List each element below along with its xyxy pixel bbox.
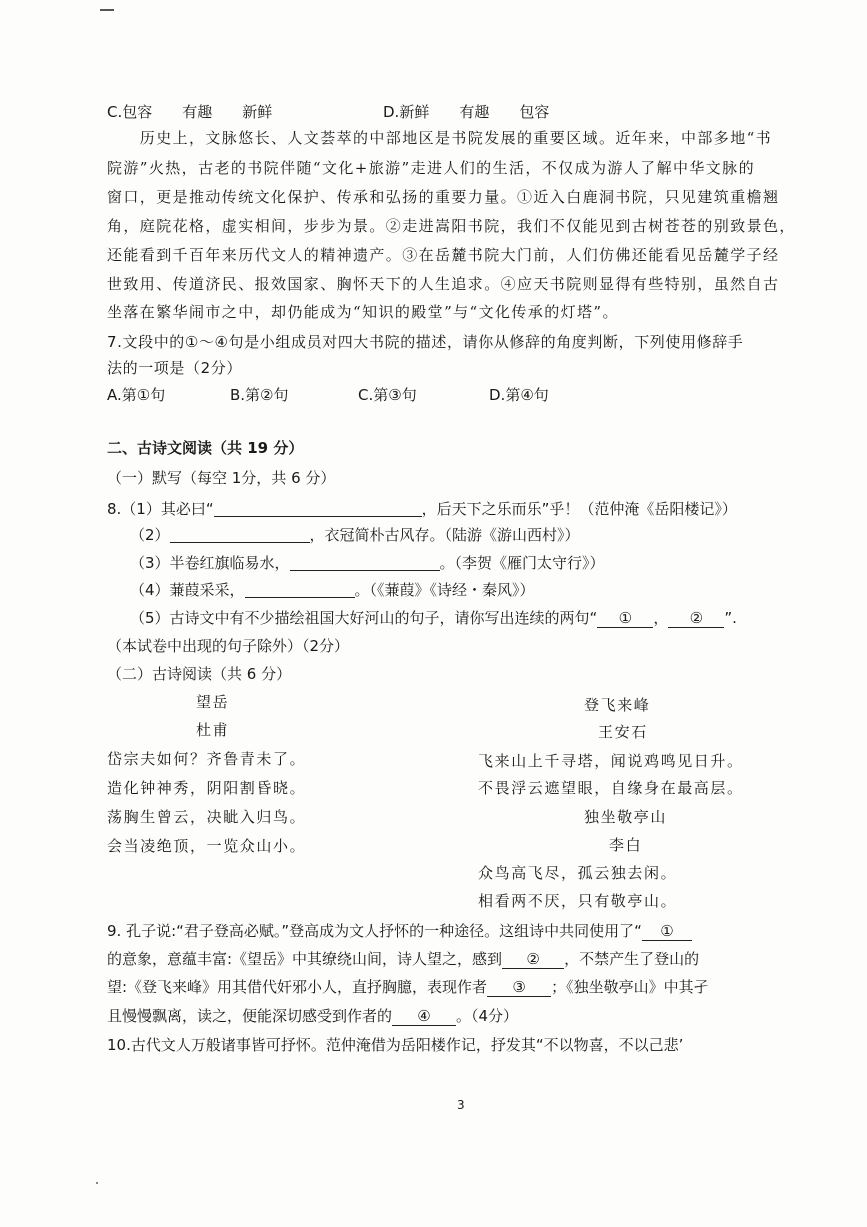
option-c: C.包容 有趣 新鲜 xyxy=(107,103,273,121)
answer-blank[interactable]: ② xyxy=(502,950,564,969)
answer-blank[interactable]: ④ xyxy=(392,1007,456,1026)
part-title: （一）默写（每空 1分，共 6 分） xyxy=(107,469,336,487)
poem-title: 望岳 xyxy=(196,693,230,711)
passage-line: 窗口，更是推动传统文化保护、传承和弘扬的重要力量。①近入白鹿洞书院，只见建筑重檐翘 xyxy=(107,188,780,206)
poem-line: 相看两不厌，只有敬亭山。 xyxy=(478,892,678,910)
poem-author: 李白 xyxy=(609,836,643,854)
q7-stem: 法的一项是（2分） xyxy=(107,359,242,377)
passage-line: 还能看到千百年来历代文人的精神遗产。③在岳麓书院大门前，人们仿佛还能看见岳麓学子经 xyxy=(107,246,780,264)
poem-line: 荡胸生曾云，决眦入归鸟。 xyxy=(107,808,307,826)
answer-blank[interactable]: ③ xyxy=(487,978,551,997)
answer-blank[interactable] xyxy=(170,527,310,543)
answer-blank[interactable]: ① xyxy=(597,609,653,628)
scan-mark xyxy=(100,9,114,11)
q9-line: 且慢慢飘离，读之，便能深切感受到作者的 ④ 。（4分） xyxy=(107,1007,519,1025)
poem-line: 会当凌绝顶，一览众山小。 xyxy=(107,837,307,855)
q8-2: （2） ，衣冠简朴古风存。（陆游《游山西村》） xyxy=(130,526,580,544)
q7-stem: 7.文段中的①～④句是小组成员对四大书院的描述，请你从修辞的角度判断，下列使用修辞手 xyxy=(107,333,744,351)
answer-blank[interactable] xyxy=(290,555,440,571)
scan-speck xyxy=(96,1182,98,1184)
q8-1: 8.（1）其必曰“ ，后天下之乐而乐”乎！（范仲淹《岳阳楼记》） xyxy=(107,500,737,518)
passage-line: 院游”火热，古老的书院伴随“文化+旅游”走进人们的生活，不仅成为游人了解中华文脉的 xyxy=(107,159,755,177)
poem-line: 造化钟神秀，阴阳割昏晓。 xyxy=(107,779,307,797)
q8-4: （4）蒹葭采采， 。（《蒹葭》《诗经・秦风》） xyxy=(130,581,535,599)
q7-option-a: A.第①句 xyxy=(107,386,166,404)
poem-line: 岱宗夫如何？齐鲁青未了。 xyxy=(107,750,307,768)
q9-line: 9. 孔子说:“君子登高必赋。”登高成为文人抒怀的一种途径。这组诗中共同使用了“ ① xyxy=(107,920,692,941)
poem-author: 杜甫 xyxy=(196,721,230,739)
poem-author: 王安石 xyxy=(598,723,648,741)
passage-line: 世致用、传道济民、报效国家、胸怀天下的人生追求。④应天书院则显得有些特别，虽然自古 xyxy=(107,275,780,293)
option-d: D.新鲜 有趣 包容 xyxy=(383,103,550,121)
poem-title: 独坐敬亭山 xyxy=(584,808,668,826)
passage-line: 角，庭院花格，虚实相间，步步为景。②走进嵩阳书院，我们不仅能见到古树苍苍的别致景色， xyxy=(107,217,796,235)
passage-line: 历史上，文脉悠长、人文荟萃的中部地区是书院发展的重要区域。近年来，中部多地“书 xyxy=(107,129,773,147)
passage-line: 坐落在繁华闹市之中，却仍能成为“知识的殿堂”与“文化传承的灯塔”。 xyxy=(107,303,619,321)
q9-line: 望:《登飞来峰》用其借代奸邪小人，直抒胸臆，表现作者 ③ ；《独坐敬亭山》中其孑 xyxy=(107,978,709,996)
poem-title: 登飞来峰 xyxy=(584,696,651,714)
q9-line: 的意象，意蕴丰富:《望岳》中其缭绕山间，诗人望之，感到 ② ，不禁产生了登山的 xyxy=(107,950,700,968)
poem-line: 飞来山上千寻塔，闻说鸡鸣见日升。 xyxy=(478,752,744,770)
q7-option-d: D.第④句 xyxy=(489,386,549,404)
q8-3: （3）半卷红旗临易水， 。（李贺《雁门太守行》） xyxy=(130,554,605,572)
q7-option-c: C.第③句 xyxy=(358,386,417,404)
q10-stem: 10.古代文人万般诸事皆可抒怀。范仲淹借为岳阳楼作记，抒发其“不以物喜，不以己悲’ xyxy=(107,1036,684,1054)
q8-5-note: （本试卷中出现的句子除外）（2分） xyxy=(107,637,350,655)
answer-blank[interactable]: ① xyxy=(642,922,692,941)
answer-blank[interactable] xyxy=(245,582,355,598)
answer-blank[interactable]: ② xyxy=(668,609,724,628)
section-title: 二、古诗文阅读（共 19 分） xyxy=(107,439,304,457)
q7-option-b: B.第②句 xyxy=(230,386,289,404)
q8-5: （5）古诗文中有不少描绘祖国大好河山的句子，请你写出连续的两句“ ① ， ② ”. xyxy=(130,609,737,627)
answer-blank[interactable] xyxy=(214,501,422,517)
page-number: 3 xyxy=(457,1098,465,1112)
poem-line: 不畏浮云遮望眼，自缘身在最高层。 xyxy=(478,779,744,797)
poem-line: 众鸟高飞尽，孤云独去闲。 xyxy=(478,864,678,882)
part-title: （二）古诗阅读（共 6 分） xyxy=(107,665,292,683)
